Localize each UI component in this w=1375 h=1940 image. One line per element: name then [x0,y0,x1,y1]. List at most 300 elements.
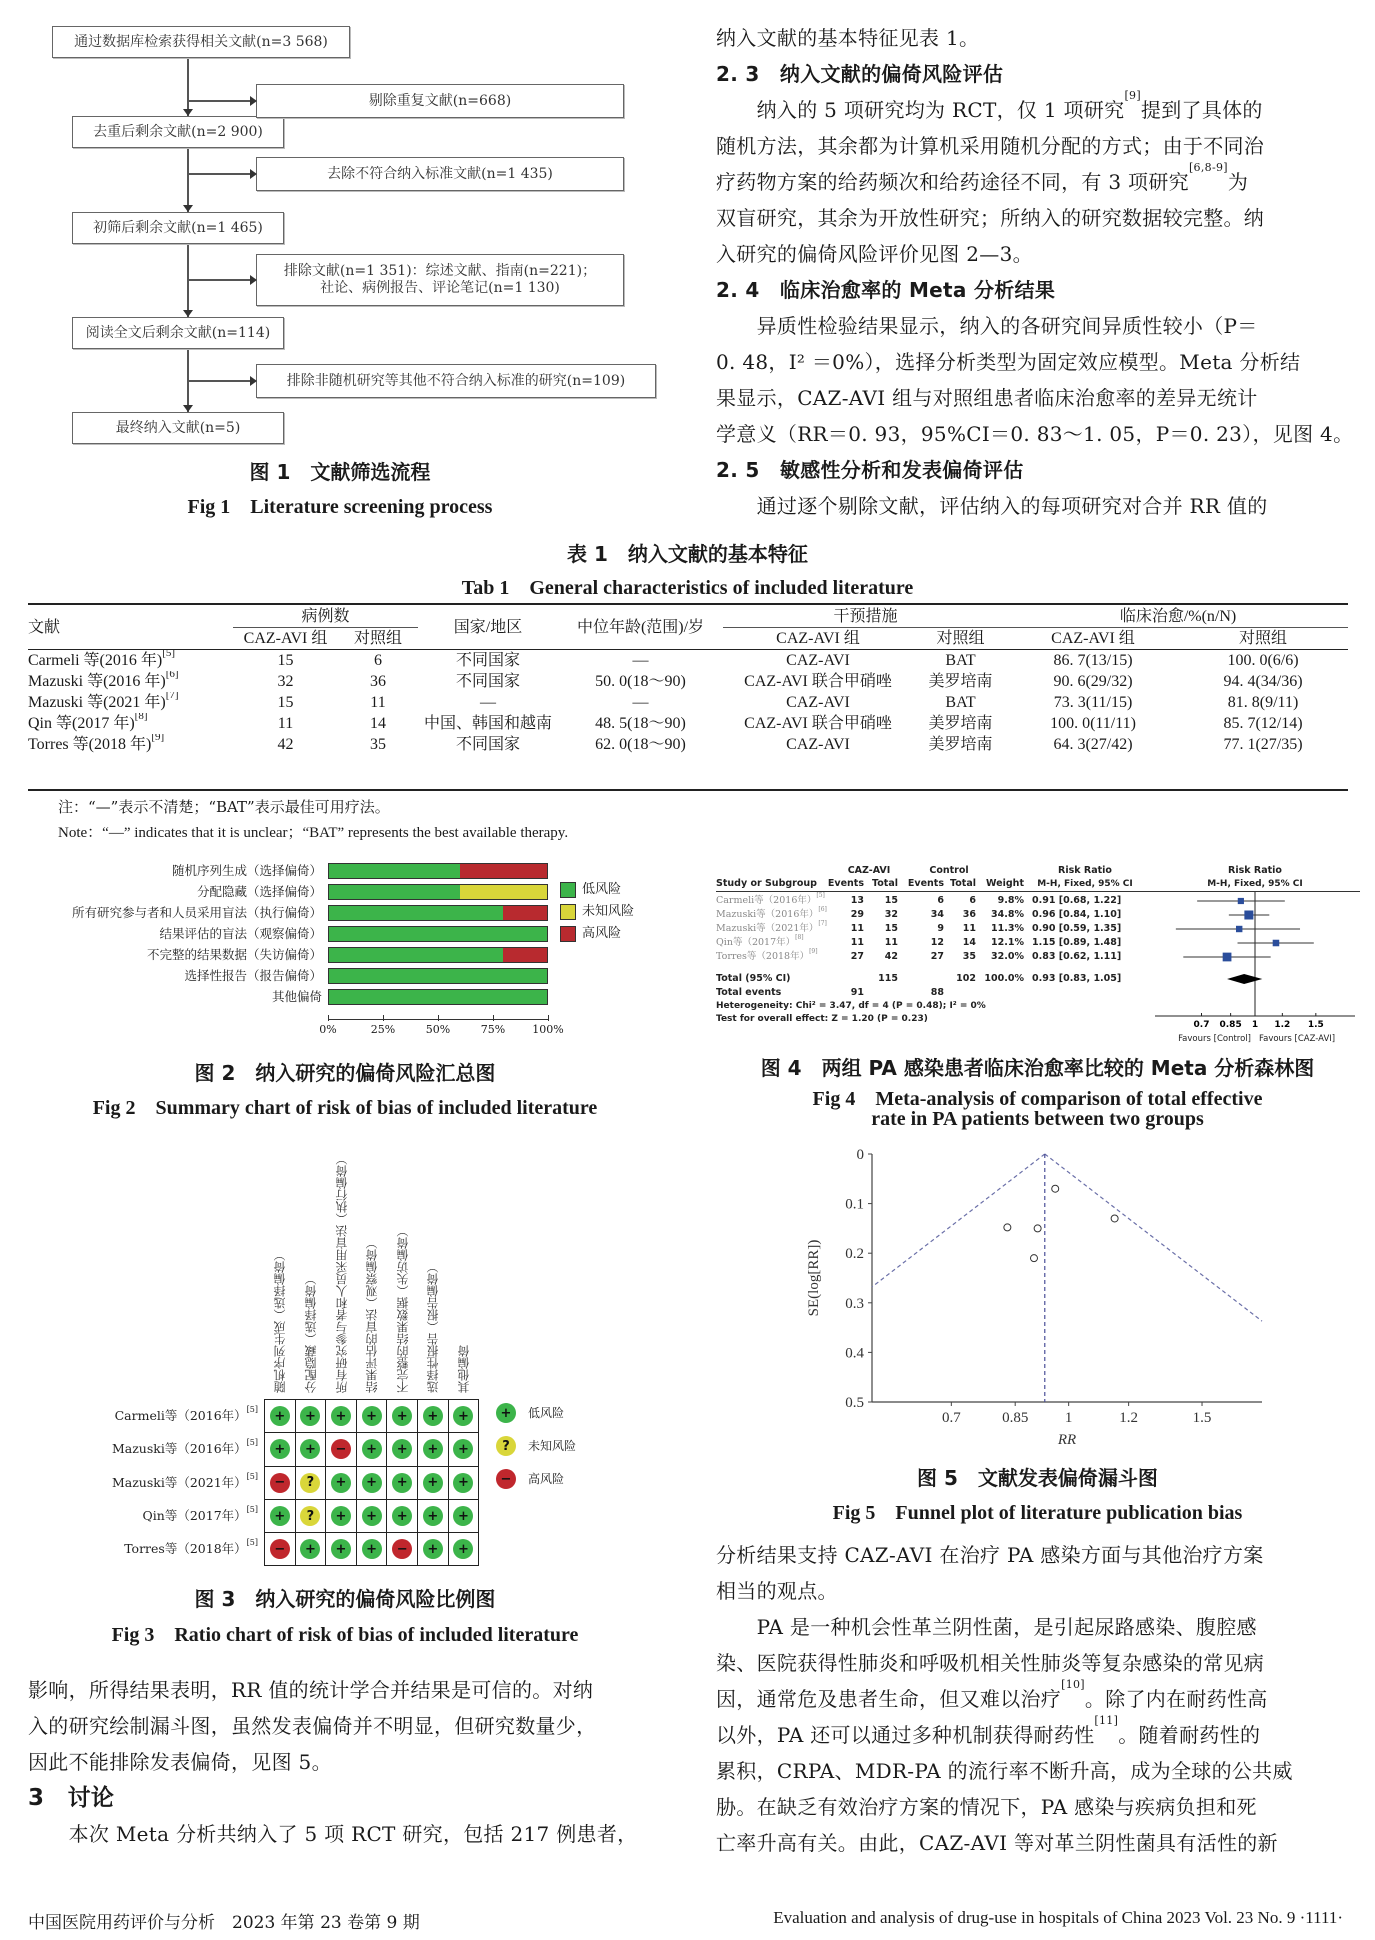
fig3-cell [386,1399,418,1433]
forest-cell-e2: 12 [930,937,944,948]
header-age: 中位年龄(范围)/岁 [576,619,705,636]
text-run: 以外，PA 还可以通过多种机制获得耐药性 [716,1723,1095,1747]
table-cell-age: 48. 5(18～90) [595,715,686,732]
study-name: Mazuski等（2016年） [716,909,819,920]
fig5-study-point [1111,1215,1118,1222]
fig5-x-tick-label: 1.5 [1192,1410,1212,1426]
fig3-legend-label: 高风险 [528,1472,565,1486]
text-run: 纳入的 5 项研究均为 RCT，仅 1 项研究 [716,98,1125,122]
risk-low-icon: + [362,1439,382,1459]
fig2-legend-label: 高风险 [582,926,622,941]
forest-header-events1: Events [827,878,864,889]
paragraph-line: 纳入文献的基本特征见表 1。 [716,26,980,50]
table1-note-cn: 注：“—”表示不清楚；“BAT”表示最佳可用疗法。 [58,798,390,816]
paragraph-line: 入的研究绘制漏斗图，虽然发表偏倚并不明显，但研究数量少， [28,1714,597,1738]
citation: [9] [809,948,818,955]
fig3-cell [325,1399,357,1433]
fig3-column-label: 所有研究参与者和人员采用盲法（执行偏倚） [334,1153,349,1393]
citation: [5] [246,1438,258,1448]
forest-point-marker [1238,898,1244,904]
paragraph-line: 亡率升高有关。由此，CAZ-AVI 等对革兰阴性菌具有活性的新 [716,1831,1278,1855]
header-int-ctrl: 对照组 [936,630,985,647]
fig5-y-axis-label: SE(log[RR]) [806,1239,822,1317]
paragraph-line: 相当的观点。 [716,1579,838,1603]
risk-unclear-icon: ? [496,1436,516,1456]
forest-header-rr: Risk Ratio [1058,865,1112,876]
table-cell-caz_n: 11 [277,715,294,732]
forest-cell-label: 1.15 [0.89, 1.48] [1032,937,1122,948]
fig3-column-label: 不完整的结果数据（失访偏倚） [395,1225,410,1393]
fig5-y-tick-label: 0.4 [845,1345,864,1362]
table-cell-caz_n: 15 [277,694,294,711]
risk-low-icon: + [423,1473,443,1493]
fig3-cell [295,1499,327,1533]
forest-cell-weight: 11.3% [991,923,1024,934]
forest-favours-left: Favours [Control] [1178,1034,1251,1044]
forest-header-group1: CAZ-AVI [847,865,891,876]
table-cell-int_ctrl: BAT [945,652,976,669]
header-int-caz: CAZ-AVI 组 [776,630,860,647]
risk-low-icon: + [423,1406,443,1426]
flow-box-text: 社论、病例报告、评论笔记(n=1 130) [320,280,560,296]
table-cell-int_ctrl: 美罗培南 [928,715,993,732]
forest-cell-e2: 6 [937,895,944,906]
risk-high-icon: − [270,1473,290,1493]
forest-study-name [716,892,825,907]
citation: [5] [246,1405,258,1414]
risk-low-icon: + [392,1406,412,1426]
section-heading-2-5: 2. 5 敏感性分析和发表偏倚评估 [716,458,1024,482]
fig3-cell [264,1499,296,1533]
risk-low-icon: + [392,1473,412,1493]
forest-plot-area [1150,880,1360,1055]
citation: [5] [162,649,176,659]
risk-low-icon: + [362,1539,382,1559]
forest-cell-n2: 11 [962,923,976,934]
paragraph-line: 0. 48，I² ＝0%），选择分析类型为固定效应模型。Meta 分析结 [716,350,1301,374]
forest-cell-n2: 14 [962,937,976,948]
fig5-y-tick-label: 0.1 [845,1196,864,1213]
table-cell-cure_ctrl: 81. 8(9/11) [1227,694,1299,711]
forest-cell-n2: 6 [969,895,976,906]
flow-box-text: 剔除重复文献(n=668) [368,92,512,109]
forest-cell-label: 0.96 [0.84, 1.10] [1032,909,1122,920]
forest-cell-n1: 11 [884,937,898,948]
header-cure-ctrl: 对照组 [1239,630,1288,647]
fig5-x-tick-label: 0.7 [941,1410,961,1426]
fig3-cell [356,1432,388,1466]
table-cell-int_caz: CAZ-AVI [786,652,850,669]
study-name: Torres 等(2018 年) [28,736,152,753]
fig5-y-tick-label: 0.5 [845,1395,864,1411]
header-cure: 临床治愈/%(n/N) [1008,606,1348,628]
forest-cell-e1: 11 [850,937,864,948]
paragraph-line: 胁。在缺乏有效治疗方案的情况下，PA 感染与疾病负担和死 [716,1795,1257,1819]
risk-low-icon: + [300,1539,320,1559]
table-cell-cure_ctrl: 100. 0(6/6) [1227,652,1299,669]
fig5-x-axis-label: RR [1057,1432,1077,1448]
fig3-cell [448,1466,480,1500]
risk-high-icon: − [331,1439,351,1459]
fig3-caption-en: Fig 3 Ratio chart of risk of bias of included literature [111,1624,579,1646]
fig4-caption-cn: 图 4 两组 PA 感染患者临床治愈率比较的 Meta 分析森林图 [760,1056,1315,1080]
citation: [6,8-9] [1188,161,1228,174]
fig1-caption-cn: 图 1 文献筛选流程 [249,460,431,484]
risk-low-icon: + [496,1403,516,1423]
fig3-cell [448,1499,480,1533]
forest-cell-n1: 15 [884,923,898,934]
citation: [5] [246,1471,258,1481]
forest-total-weight: 100.0% [984,973,1024,984]
text-run: 。除了内在耐药性高 [1084,1687,1268,1711]
fig3-row-label [124,1538,258,1557]
citation: [9] [1124,89,1141,102]
risk-low-icon: + [423,1506,443,1526]
text-run: 为 [1227,170,1249,194]
fig2-category-label: 不完整的结果数据（失访偏倚） [146,947,322,962]
table-cell-int_caz: CAZ-AVI 联合甲硝唑 [744,715,892,732]
forest-total-events-1: 91 [850,987,864,998]
fig5-x-tick-label: 0.85 [1002,1410,1029,1426]
header-cure-caz: CAZ-AVI 组 [1051,630,1135,647]
flow-box-text: 排除文献(n=1 351)：综述文献、指南(n=221)； [283,263,597,279]
fig5-study-point [1004,1224,1011,1231]
fig3-risk-ratio-chart [0,1140,690,1580]
study-name: Mazuski等（2016年） [111,1441,247,1457]
forest-point-marker [1236,926,1242,932]
forest-header-total2: Total [950,878,976,889]
fig3-caption-cn: 图 3 纳入研究的偏倚风险比例图 [194,1587,496,1611]
fig3-column-label: 分配隐藏（选择偏倚） [303,1273,318,1393]
fig3-cell [264,1432,296,1466]
study-name: Mazuski等（2021年） [111,1474,247,1490]
fig3-row-label [114,1405,258,1424]
forest-header-group2: Control [929,865,969,876]
header-country: 国家/地区 [453,619,523,636]
forest-cell-e1: 29 [850,909,864,920]
forest-tick-label: 0.85 [1219,1020,1242,1030]
forest-point-marker [1273,940,1280,947]
fig3-cell [295,1532,327,1566]
forest-total-label: Total (95% CI) [716,973,791,984]
table-cell-int_ctrl: BAT [945,694,976,711]
paragraph-line: 入研究的偏倚风险评价见图 2—3。 [716,242,1033,266]
fig3-cell [264,1399,296,1433]
fig3-cell [325,1499,357,1533]
study-name: Torres等（2018年） [124,1541,247,1557]
forest-heterogeneity: Heterogeneity: Chi² = 3.47, df = 4 (P = 0.48); I² = 0% [716,1001,986,1011]
table-cell-country: 不同国家 [456,673,521,690]
study-name: Carmeli等（2016年） [114,1408,247,1423]
study-name: Carmeli 等(2016 年) [28,652,163,669]
table-cell-country: 不同国家 [456,736,521,753]
risk-low-icon: + [423,1439,443,1459]
text-run: 提到了具体的 [1140,98,1263,122]
paragraph-line [716,1678,1361,1717]
forest-cell-e2: 27 [930,951,944,962]
risk-low-icon: + [331,1506,351,1526]
table-cell-caz_n: 15 [277,652,294,669]
fig5-study-point [1030,1255,1037,1262]
fig5-caption-cn: 图 5 文献发表偏倚漏斗图 [917,1466,1158,1490]
fig5-x-tick-label: 1.2 [1119,1410,1139,1426]
risk-low-icon: + [331,1539,351,1559]
forest-cell-e1: 13 [850,895,864,906]
forest-point-marker [1223,953,1232,962]
paragraph-line: 异质性检验结果显示，纳入的各研究间异质性较小（P＝ [716,314,1258,338]
forest-cell-n2: 36 [962,909,976,920]
fig5-y-tick-label: 0.2 [845,1246,864,1263]
paragraph-line: PA 是一种机会性革兰阴性菌，是引起尿路感染、腹腔感 [716,1615,1257,1639]
fig3-cell [417,1466,449,1500]
forest-cell-e2: 9 [937,923,944,934]
fig3-row-label [142,1504,258,1524]
paragraph-line [716,1714,1361,1753]
fig5-x-tick-label: 1 [1064,1410,1073,1426]
flow-box-text: 去除不符合纳入标准文献(n=1 435) [327,165,553,182]
forest-cell-weight: 12.1% [991,937,1024,948]
forest-header-rr-plot: Risk Ratio [1228,865,1282,876]
fig5-y-tick-label: 0.3 [845,1295,864,1312]
paragraph-line: 影响，所得结果表明，RR 值的统计学合并结果是可信的。对纳 [28,1678,594,1702]
fig2-category-label: 其他偏倚 [271,989,322,1004]
forest-study-name [716,934,804,949]
risk-low-icon: + [270,1506,290,1526]
fig3-column-label: 其他偏倚 [456,1345,471,1393]
flow-box-text: 排除非随机研究等其他不符合纳入标准的研究(n=109) [286,372,626,389]
fig2-category-label: 随机序列生成（选择偏倚） [171,863,322,878]
fig3-cell [417,1532,449,1566]
citation: [10] [1061,1678,1085,1691]
risk-low-icon: + [392,1439,412,1459]
paragraph-line: 染、医院获得性肺炎和呼吸机相关性肺炎等复杂感染的常见病 [716,1651,1265,1675]
risk-high-icon: − [392,1539,412,1559]
table-cell-country: 不同国家 [456,652,521,669]
table-cell-caz_n: 42 [277,736,294,753]
risk-low-icon: + [453,1506,473,1526]
citation: [11] [1094,1714,1119,1727]
table-cell-int_ctrl: 美罗培南 [928,673,993,690]
citation: [5] [816,892,825,899]
risk-low-icon: + [453,1439,473,1459]
fig3-cell [386,1499,418,1533]
table-cell-cure_ctrl: 77. 1(27/35) [1223,736,1303,753]
citation: [5] [246,1538,258,1548]
forest-study-name [716,920,827,935]
forest-cell-n2: 35 [962,951,976,962]
fig5-funnel-plot [800,1140,1280,1458]
study-name: Mazuski等（2021年） [716,923,819,934]
forest-cell-weight: 34.8% [991,909,1024,920]
fig3-cell [356,1499,388,1533]
forest-cell-label: 0.91 [0.68, 1.22] [1032,895,1122,906]
fig5-study-point [1052,1185,1059,1192]
forest-header-method-plot: M-H, Fixed, 95% CI [1207,879,1303,889]
citation: [8] [795,934,804,941]
fig2-tick-label: 50% [425,1023,451,1036]
fig3-cell [295,1399,327,1433]
forest-cell-e2: 34 [930,909,944,920]
forest-overall-effect: Test for overall effect: Z = 1.20 (P = 0.23) [716,1014,928,1024]
footer-right: Evaluation and analysis of drug-use in hospitals of China 2023 Vol. 23 No. 9 ·1111· [773,1908,1343,1927]
fig4-caption-en-1: Fig 4 Meta-analysis of comparison of total effective [812,1088,1263,1110]
study-name: Qin等（2017年） [142,1507,247,1523]
table1-title-en: Tab 1 General characteristics of included literature [461,577,914,599]
forest-header-total1: Total [872,878,898,889]
forest-tick-label: 1.5 [1307,1020,1324,1030]
paragraph-line: 累积，CRPA、MDR-PA 的流行率不断升高，成为全球的公共威 [716,1759,1293,1783]
fig2-category-label: 分配隐藏（选择偏倚） [196,884,322,899]
fig2-tick-label: 100% [532,1023,564,1036]
table-cell-cure_caz: 90. 6(29/32) [1053,673,1133,690]
table-cell-age: 50. 0(18～90) [595,673,686,690]
table-cell-caz_n: 32 [277,673,294,690]
header-cases-caz: CAZ-AVI 组 [243,630,328,647]
citation: [7] [818,920,827,927]
risk-low-icon: + [362,1506,382,1526]
paragraph-line: 双盲研究，其余为开放性研究；所纳入的研究数据较完整。纳 [716,206,1265,230]
risk-low-icon: + [362,1473,382,1493]
flow-box-text: 去重后剩余文献(n=2 900) [93,123,263,140]
citation: [6] [165,671,179,680]
forest-header-method: M-H, Fixed, 95% CI [1037,879,1133,889]
table-cell-int_caz: CAZ-AVI [786,736,850,753]
fig2-category-label: 所有研究参与者和人员采用盲法（执行偏倚） [71,905,322,920]
table-cell-cure_caz: 100. 0(11/11) [1050,715,1136,732]
risk-low-icon: + [423,1539,443,1559]
fig3-legend-label: 低风险 [528,1406,565,1420]
left-bottom-text [28,1672,673,1852]
forest-cell-weight: 9.8% [997,895,1024,906]
flow-box-text: 通过数据库检索获得相关文献(n=3 568) [74,33,328,50]
study-name: Mazuski 等(2021 年) [28,694,166,711]
paragraph-line: 果显示，CAZ-AVI 组与对照组患者临床治愈率的差异无统计 [716,386,1258,410]
fig3-cell [356,1532,388,1566]
citation: [7] [165,692,179,701]
fig5-study-point [1034,1225,1041,1232]
study-name: Carmeli等（2016年） [716,895,817,906]
fig3-cell [295,1432,327,1466]
table-cell-age: 62. 0(18～90) [595,736,686,753]
forest-point-marker [1244,911,1253,920]
fig5-funnel-left [872,1154,1045,1287]
risk-high-icon: − [496,1469,516,1489]
forest-total-diamond [1227,974,1262,984]
paragraph-line: 随机方法，其余都为计算机采用随机分配的方式；由于不同治 [716,134,1265,158]
forest-cell-label: 0.83 [0.62, 1.11] [1032,951,1122,962]
risk-low-icon: + [453,1539,473,1559]
fig3-row-label [111,1471,258,1491]
header-study: 文献 [28,619,61,636]
fig3-cell [386,1466,418,1500]
table-cell-ctrl_n: 14 [370,715,386,732]
risk-low-icon: + [331,1473,351,1493]
forest-tick-label: 0.7 [1193,1020,1210,1030]
table-cell-cure_caz: 86. 7(13/15) [1053,652,1133,669]
table-cell-cure_caz: 73. 3(11/15) [1053,694,1133,711]
forest-favours-right: Favours [CAZ-AVI] [1259,1034,1336,1044]
risk-low-icon: + [392,1506,412,1526]
study-name: Torres等（2018年） [716,951,810,962]
fig3-cell [264,1532,296,1566]
table1-title-cn: 表 1 纳入文献的基本特征 [567,542,808,566]
risk-low-icon: + [300,1439,320,1459]
forest-total-events-2: 88 [930,987,944,998]
forest-header-events2: Events [907,878,944,889]
table-cell-country: 中国、韩国和越南 [424,715,553,732]
table-cell-int_ctrl: 美罗培南 [928,736,993,753]
table-cell-int_caz: CAZ-AVI 联合甲硝唑 [744,673,892,690]
fig3-cell [264,1466,296,1500]
fig3-cell [417,1432,449,1466]
fig3-cell [448,1532,480,1566]
risk-high-icon: − [270,1539,290,1559]
table1-note-en: Note：“—” indicates that it is unclear；“BAT” represents the best available therapy. [58,825,569,841]
fig5-funnel-right [1045,1154,1262,1321]
fig3-cell [356,1466,388,1500]
forest-tick-label: 1 [1251,1020,1259,1030]
table-cell-cure_ctrl: 85. 7(12/14) [1223,715,1303,732]
right-bottom-text [716,1537,1361,1861]
forest-total-events-label: Total events [716,987,782,998]
fig3-cell [295,1466,327,1500]
forest-study-name [716,906,827,921]
risk-low-icon: + [453,1473,473,1493]
header-cases: 病例数 [233,606,418,628]
fig2-tick-label: 25% [370,1023,396,1036]
fig3-cell [448,1432,480,1466]
risk-low-icon: + [331,1406,351,1426]
citation: [6] [818,906,827,913]
fig3-cell [386,1432,418,1466]
header-cases-ctrl: 对照组 [354,630,403,647]
fig5-y-tick-label: 0 [856,1147,864,1163]
risk-low-icon: + [453,1406,473,1426]
table-cell-cure_caz: 64. 3(27/42) [1053,736,1133,753]
paragraph-line: 本次 Meta 分析共纳入了 5 项 RCT 研究，包括 217 例患者， [28,1822,638,1846]
citation: [9] [151,734,165,743]
forest-tick-label: 1.2 [1274,1020,1291,1030]
fig3-cell [325,1466,357,1500]
section-heading-3: 3 讨论 [28,1785,115,1811]
forest-cell-weight: 32.0% [991,951,1024,962]
forest-total-n1: 115 [878,973,898,984]
table-cell-ctrl_n: 11 [370,694,386,711]
fig2-legend-label: 未知风险 [582,904,635,919]
risk-unclear-icon: ? [300,1506,320,1526]
text-run: 疗药物方案的给药频次和给药途径不同，有 3 项研究 [716,170,1189,194]
flow-box-text: 初筛后剩余文献(n=1 465) [93,219,263,236]
flow-box-text: 阅读全文后剩余文献(n=114) [85,324,271,341]
forest-cell-n1: 32 [884,909,898,920]
fig3-legend-label: 未知风险 [528,1439,577,1453]
paragraph-line: 学意义（RR＝0. 93，95%CI＝0. 83～1. 05，P＝0. 23），见图 4。 [716,422,1354,446]
forest-study-name [716,948,818,963]
table-cell-age: — [632,652,649,669]
forest-header-weight: Weight [986,878,1024,889]
fig3-cell [325,1532,357,1566]
text-run: 。随着耐药性的 [1118,1723,1261,1747]
text-run: 因，通常危及患者生命，但又难以治疗 [716,1687,1062,1711]
flow-box-text: 最终纳入文献(n=5) [115,419,241,436]
fig2-tick-label: 75% [480,1023,506,1036]
citation: [5] [246,1504,258,1514]
fig2-tick-label: 0% [319,1023,337,1036]
fig3-row-label [111,1438,258,1457]
forest-total-n2: 102 [956,973,976,984]
risk-low-icon: + [300,1406,320,1426]
study-name: Mazuski 等(2016 年) [28,673,166,690]
